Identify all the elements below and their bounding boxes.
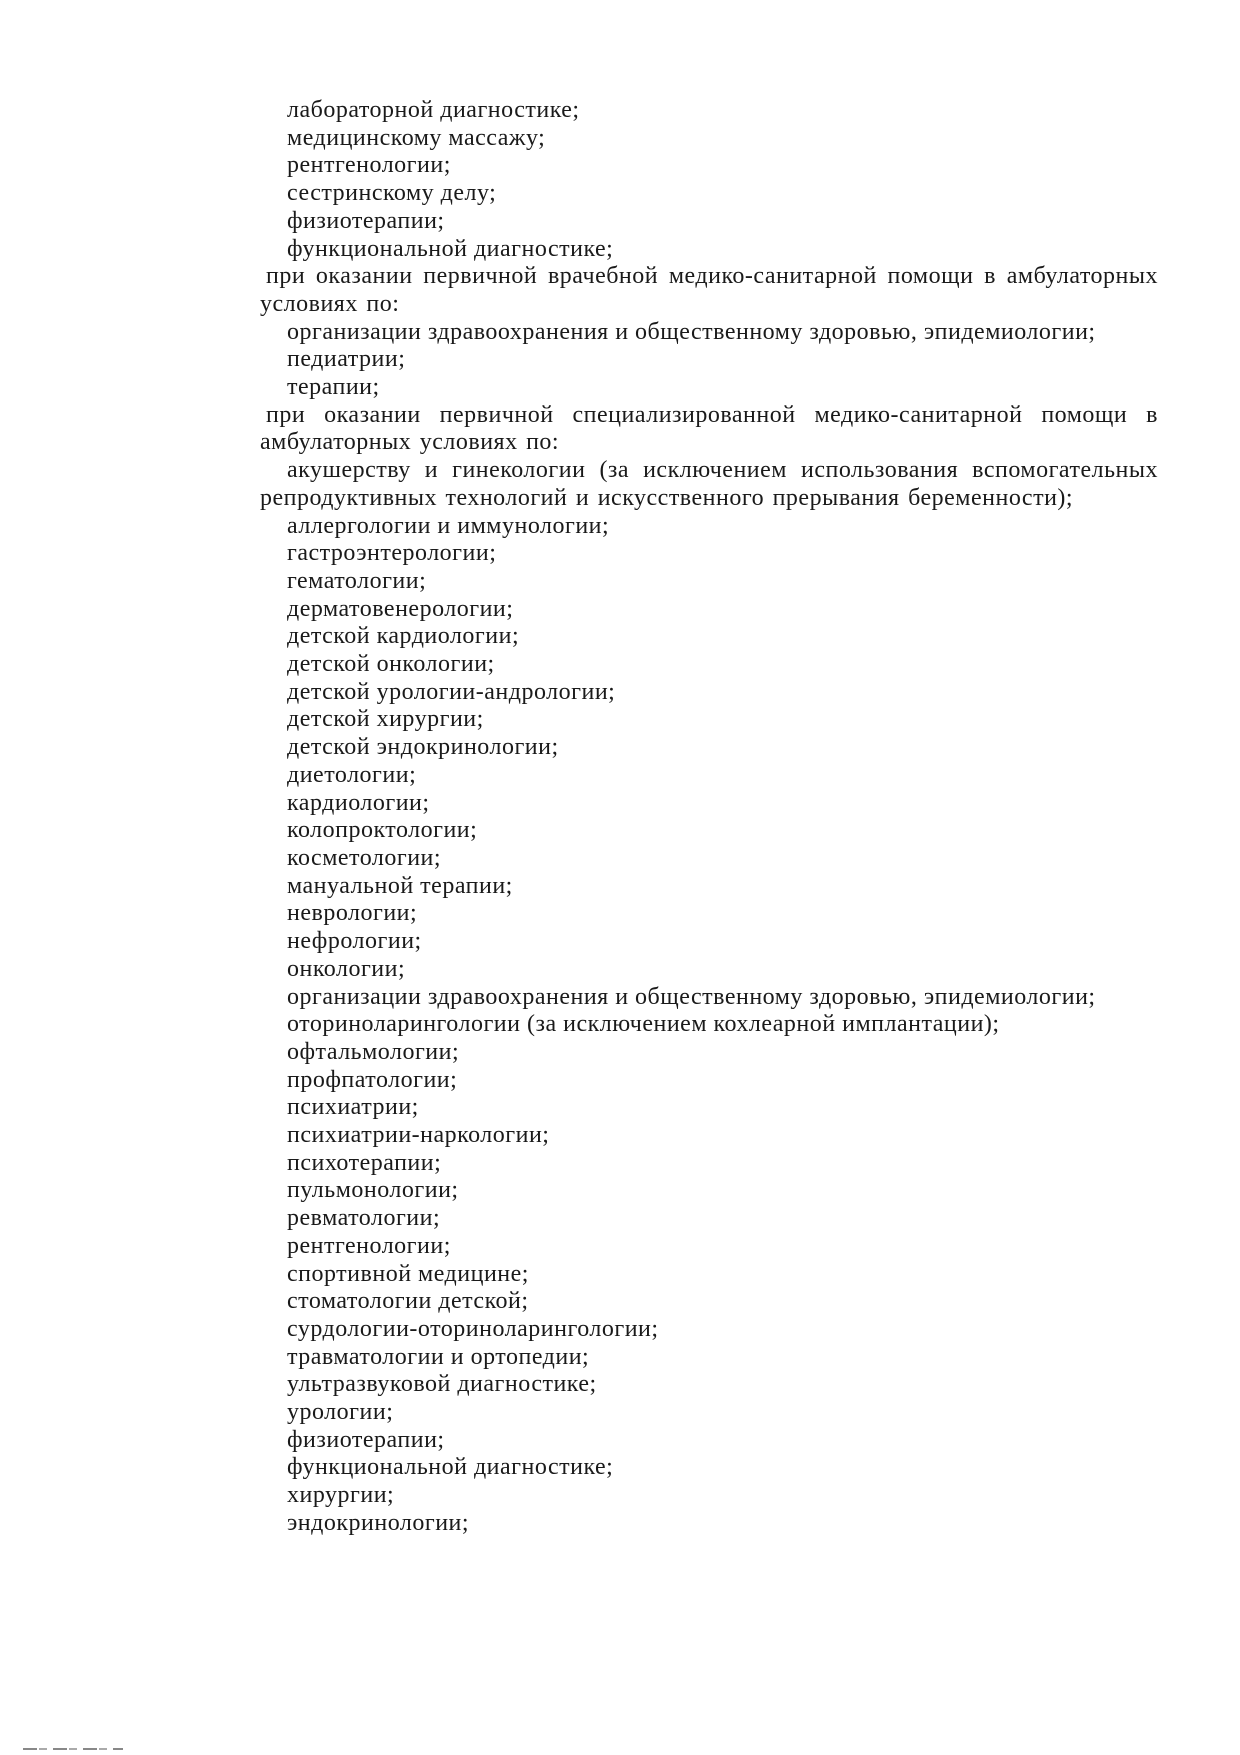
- list-item: диетологии;: [287, 761, 417, 788]
- list-item: сурдологии-оториноларингологии;: [287, 1315, 659, 1342]
- list-item: хирургии;: [287, 1482, 395, 1509]
- list-item: детской онкологии;: [287, 651, 495, 678]
- list-item: ревматологии;: [287, 1205, 441, 1232]
- list-item: онкологии;: [287, 955, 406, 982]
- list-item: ультразвуковой диагностике;: [287, 1371, 597, 1398]
- list-item: физиотерапии;: [287, 1426, 445, 1453]
- list-item: детской урологии-андрологии;: [287, 678, 616, 705]
- list-item: профпатологии;: [287, 1066, 458, 1093]
- document-body: [260, 97, 1158, 1538]
- list-item: функциональной диагностике;: [287, 235, 614, 262]
- list-item: пульмонологии;: [287, 1177, 459, 1204]
- section-paragraph: при оказании первичной врачебной медико-санитарной помощи в амбулаторных условиях по:: [260, 263, 1158, 317]
- list-item: психиатрии;: [287, 1094, 419, 1121]
- list-item: медицинскому массажу;: [287, 124, 546, 151]
- list-item: терапии;: [287, 374, 380, 401]
- list-item: психиатрии-наркологии;: [287, 1122, 550, 1149]
- list-item: организации здравоохранения и общественному здоровью, эпидемиологии;: [287, 318, 1096, 345]
- list-item: рентгенологии;: [287, 1232, 451, 1259]
- section-paragraph: при оказании первичной специализированной медико-санитарной помощи в амбулаторных условиях по:: [260, 401, 1158, 456]
- list-item: мануальной терапии;: [287, 872, 513, 899]
- list-item: колопроктологии;: [287, 817, 478, 844]
- list-item: спортивной медицине;: [287, 1260, 529, 1287]
- list-item: дерматовенерологии;: [287, 595, 514, 622]
- list-item: функциональной диагностике;: [287, 1454, 614, 1481]
- list-item: гематологии;: [287, 567, 427, 594]
- list-item: травматологии и ортопедии;: [287, 1343, 590, 1370]
- list-item: урологии;: [287, 1399, 394, 1426]
- list-item: детской эндокринологии;: [287, 734, 559, 761]
- list-item-multiline: акушерству и гинекологии (за исключением использования вспомогательных репродуктивных технологий и искусственного прерывания беременности);: [260, 457, 1158, 511]
- list-item: физиотерапии;: [287, 207, 445, 234]
- list-item: организации здравоохранения и общественному здоровью, эпидемиологии;: [287, 983, 1096, 1010]
- list-item: косметологии;: [287, 844, 442, 871]
- list-item: эндокринологии;: [287, 1509, 470, 1536]
- list-item: нефрологии;: [287, 928, 422, 955]
- list-item: педиатрии;: [287, 346, 406, 373]
- list-item: детской кардиологии;: [287, 623, 520, 650]
- list-item: кардиологии;: [287, 789, 430, 816]
- list-item: оториноларингологии (за исключением кохлеарной имплантации);: [287, 1011, 1000, 1038]
- list-item: детской хирургии;: [287, 706, 484, 733]
- list-item: психотерапии;: [287, 1149, 442, 1176]
- list-item: сестринскому делу;: [287, 180, 497, 207]
- list-item: офтальмологии;: [287, 1038, 460, 1065]
- list-item: аллергологии и иммунологии;: [287, 512, 610, 539]
- scan-artifact: [23, 1748, 123, 1750]
- list-item: лабораторной диагностике;: [287, 97, 580, 123]
- list-item: стоматологии детской;: [287, 1288, 529, 1315]
- list-item: рентгенологии;: [287, 152, 451, 179]
- list-item: неврологии;: [287, 900, 418, 927]
- list-item: гастроэнтерологии;: [287, 540, 497, 567]
